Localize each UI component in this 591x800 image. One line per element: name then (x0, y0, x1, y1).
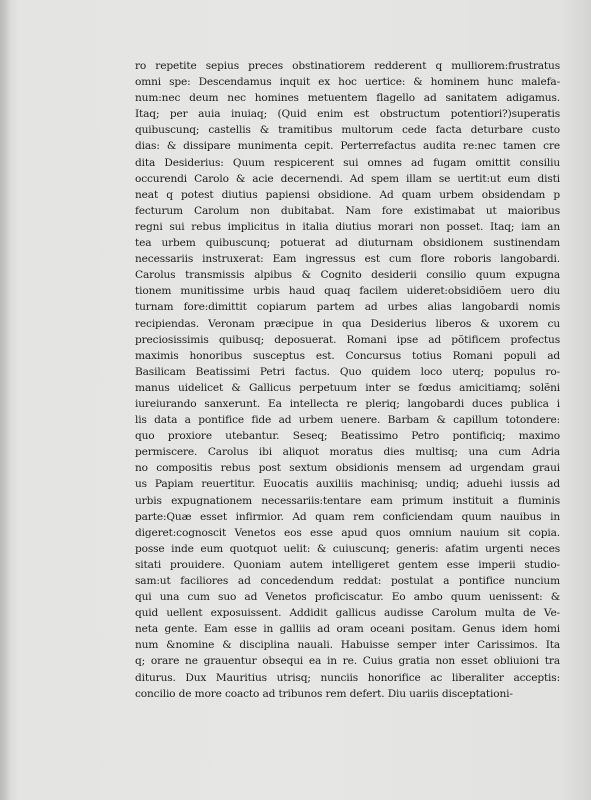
text-line: quibuscunq; castellis & tramitibus multorum cede facta deturbare custo (135, 124, 560, 137)
text-line: fecturum Carolum non dubitabat. Nam fore existimabat ut maioribus (135, 204, 560, 217)
text-line: occurendi Carolo & acie decernendi. Ad spem illam se uertit:ut eum disti (135, 172, 560, 185)
text-block (135, 58, 560, 702)
text-line: q; orare ne grauentur obsequi ea in re. Cuius gratia non esset obliuioni tra (135, 655, 560, 668)
text-line: ro repetite sepius preces obstinatiorem redderent q mulliorem:frustratus (135, 60, 560, 72)
text-line: tea urbem quibuscunq; potuerat ad diuturnam obsidionem sustinendam (135, 237, 560, 250)
text-line: neat q potest diutius papiensi obsidione. Ad quam urbem obsidendam p (135, 188, 560, 201)
text-line: num &nomine & disciplina nauali. Habuisse semper inter Carissimos. Ita (135, 639, 560, 652)
binding-shadow (0, 0, 10, 800)
text-line: regni sui rebus implicitus in italia diutius morari non posset. Itaq; iam an (135, 220, 560, 233)
text-line: digeret:cognoscit Venetos eos esse apud quos omnium nauium sit copia. (135, 526, 560, 539)
text-line: Basilicam Beatissimi Petri factus. Quo quidem loco uterq; populus ro- (135, 365, 560, 378)
text-line: lis data a pontifice fide ad urbem uenere. Barbam & capillum totondere: (135, 414, 560, 427)
text-line: parte:Quæ esset infirmior. Ad quam rem conficiendam quum nauibus in (135, 510, 560, 523)
text-line: posse inde eum quotquot uelit: & cuiuscunq; generis: afatim urgenti neces (135, 542, 560, 555)
text-line: dias: & dissipare munimenta cepit. Perterrefactus audita re:nec tamen cre (135, 140, 560, 153)
text-line: turnam fore:dimittit copiarum partem ad urbes alias langobardi nomis (135, 301, 560, 314)
text-line: necessariis instruxerat: Eam ingressus est cum flore roboris langobardi. (135, 253, 560, 266)
text-line: Itaq; per auia inuiaq; (Quid enim est obstructum potentiori?)superatis (135, 108, 560, 121)
text-line: dita Desiderius: Quum respicerent sui omnes ad fugam omittit consiliu (135, 156, 560, 169)
text-line: diturus. Dux Mauritius utrisq; nunciis honorifice ac liberaliter acceptis: (135, 671, 560, 684)
text-line: us Papiam reuertitur. Euocatis auxiliis machinisq; undiq; aduehi iussis ad (135, 478, 560, 491)
text-line: iureiurando sanxerunt. Ea intellecta re pleriq; langobardi duces publica i (135, 397, 560, 410)
text-line: sam:ut faciliores ad concedendum reddat: postulat a pontifice nuncium (135, 575, 560, 587)
text-line: neta gente. Eam esse in galliis ad oram oceani positam. Genus idem homi (135, 623, 560, 636)
text-line: permiscere. Carolus ibi aliquot moratus dies multisq; una cum Adria (135, 446, 560, 459)
text-line: maximis honoribus susceptus est. Concursus totius Romani populi ad (135, 349, 560, 362)
text-line: tionem munitissime urbis haud quaq facilem uideret:obsidiõem uero diu (135, 285, 560, 298)
text-line: quid uellent exposuissent. Addidit gallicus audisse Carolum multa de Ve- (135, 607, 560, 620)
text-line: preciosissimis quibusq; deposuerat. Romani ipse ad põtificem profectus (135, 333, 560, 346)
text-line: quo proxiore utebantur. Seseq; Beatissimo Petro pontificiq; maximo (135, 430, 560, 443)
text-line: qui una cum suo ad Venetos proficiscatur. Eo ambo quum uenissent: & (135, 591, 560, 604)
text-line: sitati prouidere. Quoniam autem intelligeret gentem esse imperii studio- (135, 558, 560, 571)
text-line: recipiendas. Veronam præcipue in qua Desiderius liberos & uxorem cu (135, 317, 560, 330)
text-line: no compositis rebus post sextum obsidionis mensem ad urgendam graui (135, 462, 560, 475)
text-line: manus uidelicet & Gallicus perpetuum inter se fœdus amicitiamq; solẽni (135, 381, 560, 394)
text-line: concilio de more coacto ad tribunos rem defert. Diu uariis disceptationi- (135, 687, 513, 700)
text-line: Carolus transmissis alpibus & Cognito desiderii consilio quum expugna (135, 269, 560, 282)
text-line: num:nec deum nec homines metuentem flagello ad sanitatem adigamus. (135, 92, 560, 105)
text-line: omni spe: Descendamus inquit ex hoc uertice: & hominem hunc malefa- (135, 76, 560, 89)
text-line: urbis expugnationem necessariis:tentare eam primum instituit a fluminis (135, 494, 560, 507)
